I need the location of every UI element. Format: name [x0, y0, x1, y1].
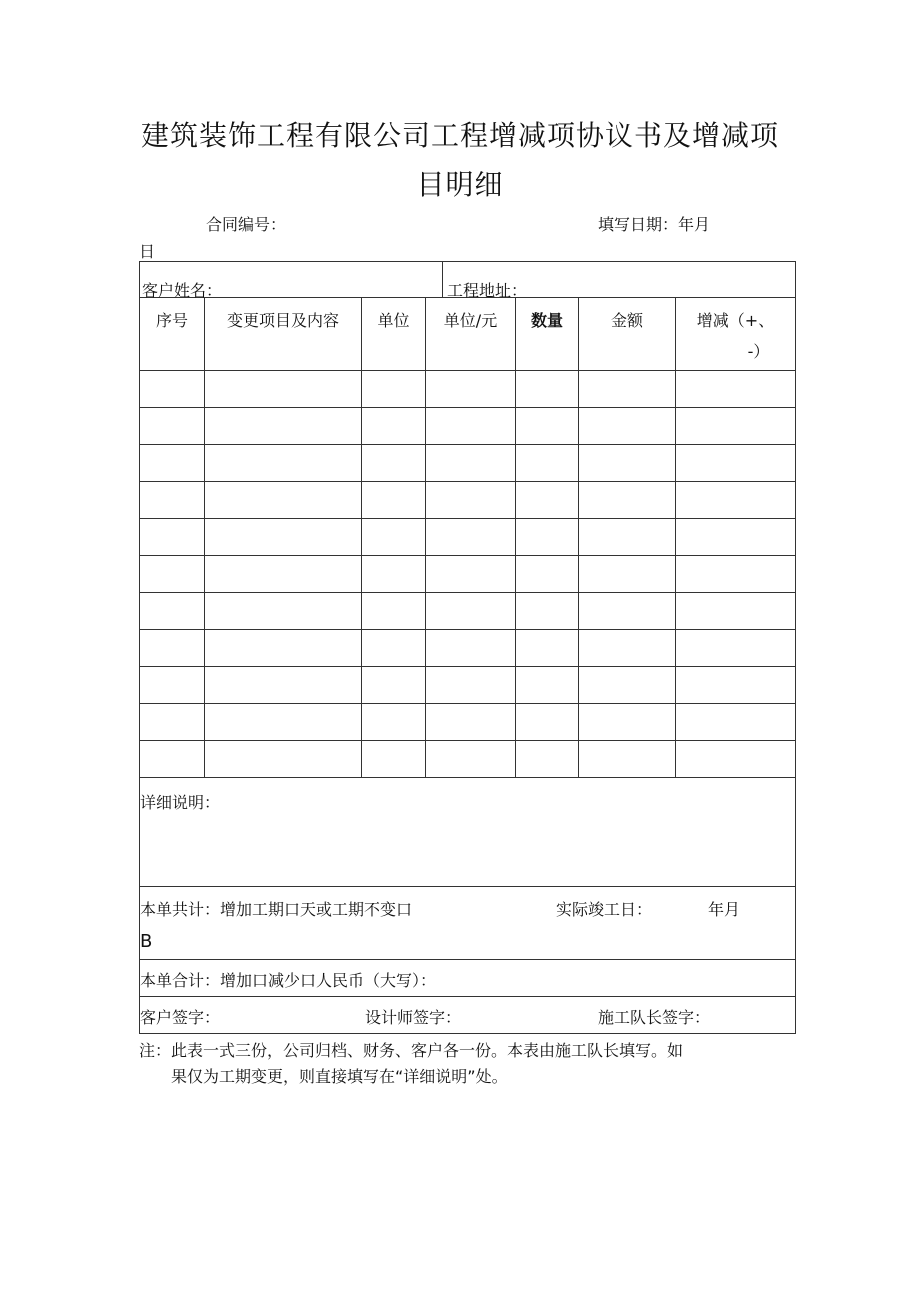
fill-date-day: 日 — [139, 242, 156, 261]
schedule-summary-cell[interactable] — [140, 887, 796, 960]
col-header-quantity: 数量 — [516, 298, 579, 371]
document-title-line1: 建筑装饰工程有限公司工程增减项协议书及增减项 — [140, 119, 779, 152]
table-row[interactable] — [140, 445, 796, 482]
table-row[interactable] — [140, 593, 796, 630]
table-row[interactable] — [140, 371, 796, 408]
amount-summary-text: 本单合计：增加口减少口人民币（大写）： — [140, 971, 437, 990]
col-header-seq: 序号 — [140, 298, 205, 371]
completion-day: B — [140, 931, 153, 952]
customer-name-label: 客户姓名： — [142, 281, 223, 300]
table-row[interactable] — [140, 519, 796, 556]
table-row[interactable] — [140, 741, 796, 778]
table-row[interactable] — [140, 482, 796, 519]
foreman-signature-label[interactable]: 施工队长签字： — [598, 1008, 711, 1027]
table-row[interactable] — [140, 556, 796, 593]
detail-description-cell[interactable] — [140, 778, 796, 887]
signature-row — [140, 997, 796, 1034]
table-row[interactable] — [140, 704, 796, 741]
schedule-summary-text: 本单共计：增加工期口天或工期不变口 — [140, 900, 413, 919]
customer-name-cell[interactable] — [140, 262, 443, 298]
col-header-change: 增减（+、 -） — [676, 298, 796, 371]
designer-signature-label[interactable]: 设计师签字： — [365, 1008, 462, 1027]
fill-date-label: 填写日期：年月 — [598, 215, 711, 234]
footnote-line1: 注：此表一式三份，公司归档、财务、客户各一份。本表由施工队长填写。如 — [139, 1041, 684, 1060]
change-items-form — [139, 261, 796, 1034]
col-header-item: 变更项目及内容 — [205, 298, 362, 371]
contract-number-label: 合同编号： — [206, 215, 287, 234]
table-row[interactable] — [140, 667, 796, 704]
table-row[interactable] — [140, 630, 796, 667]
customer-info-row — [140, 262, 796, 298]
table-header-row — [140, 298, 796, 371]
document-title-line2: 目明细 — [416, 168, 504, 201]
detail-description-label: 详细说明： — [140, 793, 221, 812]
completion-date-label: 实际竣工日： — [556, 900, 653, 919]
customer-signature-label[interactable]: 客户签字： — [140, 1008, 221, 1027]
col-header-unit: 单位 — [362, 298, 426, 371]
project-address-label: 工程地址： — [447, 281, 528, 300]
project-address-cell[interactable] — [443, 262, 795, 298]
col-header-amount: 金额 — [579, 298, 676, 371]
footnote-line2: 果仅为工期变更，则直接填写在“详细说明”处。 — [171, 1067, 508, 1086]
table-row[interactable] — [140, 408, 796, 445]
amount-summary-cell[interactable] — [140, 960, 796, 997]
completion-year-month: 年月 — [708, 900, 741, 919]
col-header-unit-price: 单位/元 — [426, 298, 516, 371]
footnote — [139, 1038, 683, 1090]
